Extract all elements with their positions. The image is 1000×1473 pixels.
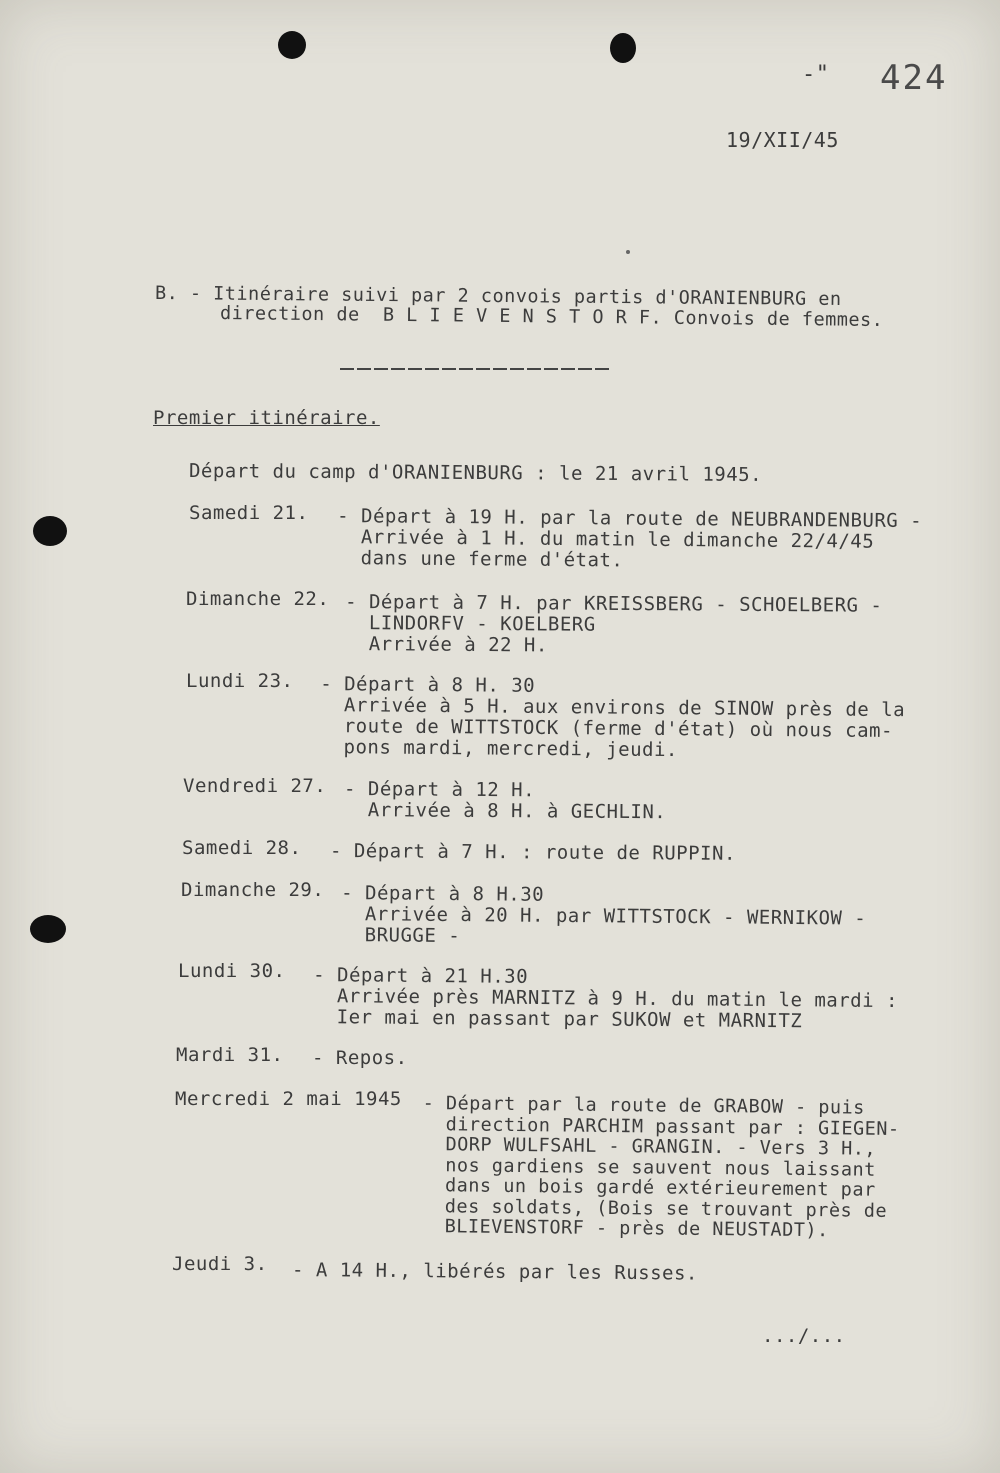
entry-day: Vendredi 27. bbox=[183, 775, 327, 797]
entry-text: - Départ à 8 H.30 Arrivée à 20 H. par WITTSTOCK - WERNIKOW - BRUGGE - bbox=[340, 882, 867, 948]
entry-text: - Départ à 12 H. Arrivée à 8 H. à GECHLIN. bbox=[343, 778, 667, 824]
entry-text: - Départ par la route de GRABOW - puis direction PARCHIM passant par : GIEGEN- DORP WULFSAHL - GRANGIN. - Vers 3 H., nos gardiens se sauvent nous laissant dans un bois gardé extérieurement par des soldats, (Bois se trouvant près de BLIEVENSTORF - près de NEUSTADT). bbox=[421, 1093, 900, 1242]
punch-hole-left-lower bbox=[30, 915, 66, 943]
entry-day: Lundi 23. bbox=[186, 670, 294, 692]
entry-text: - A 14 H., libérés par les Russes. bbox=[291, 1259, 699, 1285]
title-line-2: direction de B L I E V E N S T O R F. Convois de femmes. bbox=[219, 303, 884, 331]
entry-day: Mercredi 2 mai 1945 bbox=[175, 1088, 402, 1110]
document-date: 19/XII/45 bbox=[726, 128, 839, 152]
entry-day: Dimanche 29. bbox=[181, 879, 325, 901]
title-line-1: B. - Itinéraire suivi par 2 convois partis d'ORANIENBURG en bbox=[154, 283, 842, 310]
punch-hole-left-upper bbox=[33, 516, 67, 546]
ink-speck bbox=[626, 250, 630, 254]
entry-text: - Départ à 8 H. 30 Arrivée à 5 H. aux environs de SINOW près de la route de WITTSTOCK (ferme d'état) où nous cam- pons mardi, mercredi, jeudi. bbox=[319, 673, 906, 762]
departure-line: Départ du camp d'ORANIENBURG : le 21 avril 1945. bbox=[188, 460, 763, 487]
folio-prefix: -" bbox=[802, 62, 844, 87]
entry-day: Lundi 30. bbox=[178, 960, 286, 982]
continuation-mark: .../... bbox=[762, 1325, 846, 1347]
punch-hole-top-right bbox=[610, 33, 636, 63]
entry-day: Jeudi 3. bbox=[172, 1253, 268, 1275]
entry-text: - Départ à 19 H. par la route de NEUBRANDENBURG - Arrivée à 1 H. du matin le dimanche 22/4/45 dans une ferme d'état. bbox=[336, 505, 923, 572]
entry-text: - Départ à 7 H. : route de RUPPIN. bbox=[329, 840, 737, 865]
entry-text: - Repos. bbox=[312, 1047, 408, 1069]
entry-text: - Départ à 7 H. par KREISSBERG - SCHOELBERG - LINDORFV - KOELBERG Arrivée à 22 H. bbox=[344, 591, 883, 657]
entry-day: Mardi 31. bbox=[176, 1044, 284, 1066]
entry-day: Samedi 21. bbox=[189, 502, 309, 524]
section-heading: Premier itinéraire. bbox=[153, 407, 380, 429]
entry-text: - Départ à 21 H.30 Arrivée près MARNITZ à 9 H. du matin le mardi : Ier mai en passant par SUKOW et MARNITZ bbox=[312, 964, 899, 1033]
entry-day: Samedi 28. bbox=[182, 837, 302, 859]
punch-hole-top-left bbox=[278, 31, 306, 59]
entry-day: Dimanche 22. bbox=[186, 588, 330, 610]
title-divider bbox=[340, 368, 612, 370]
folio-number: 424 bbox=[880, 58, 948, 98]
